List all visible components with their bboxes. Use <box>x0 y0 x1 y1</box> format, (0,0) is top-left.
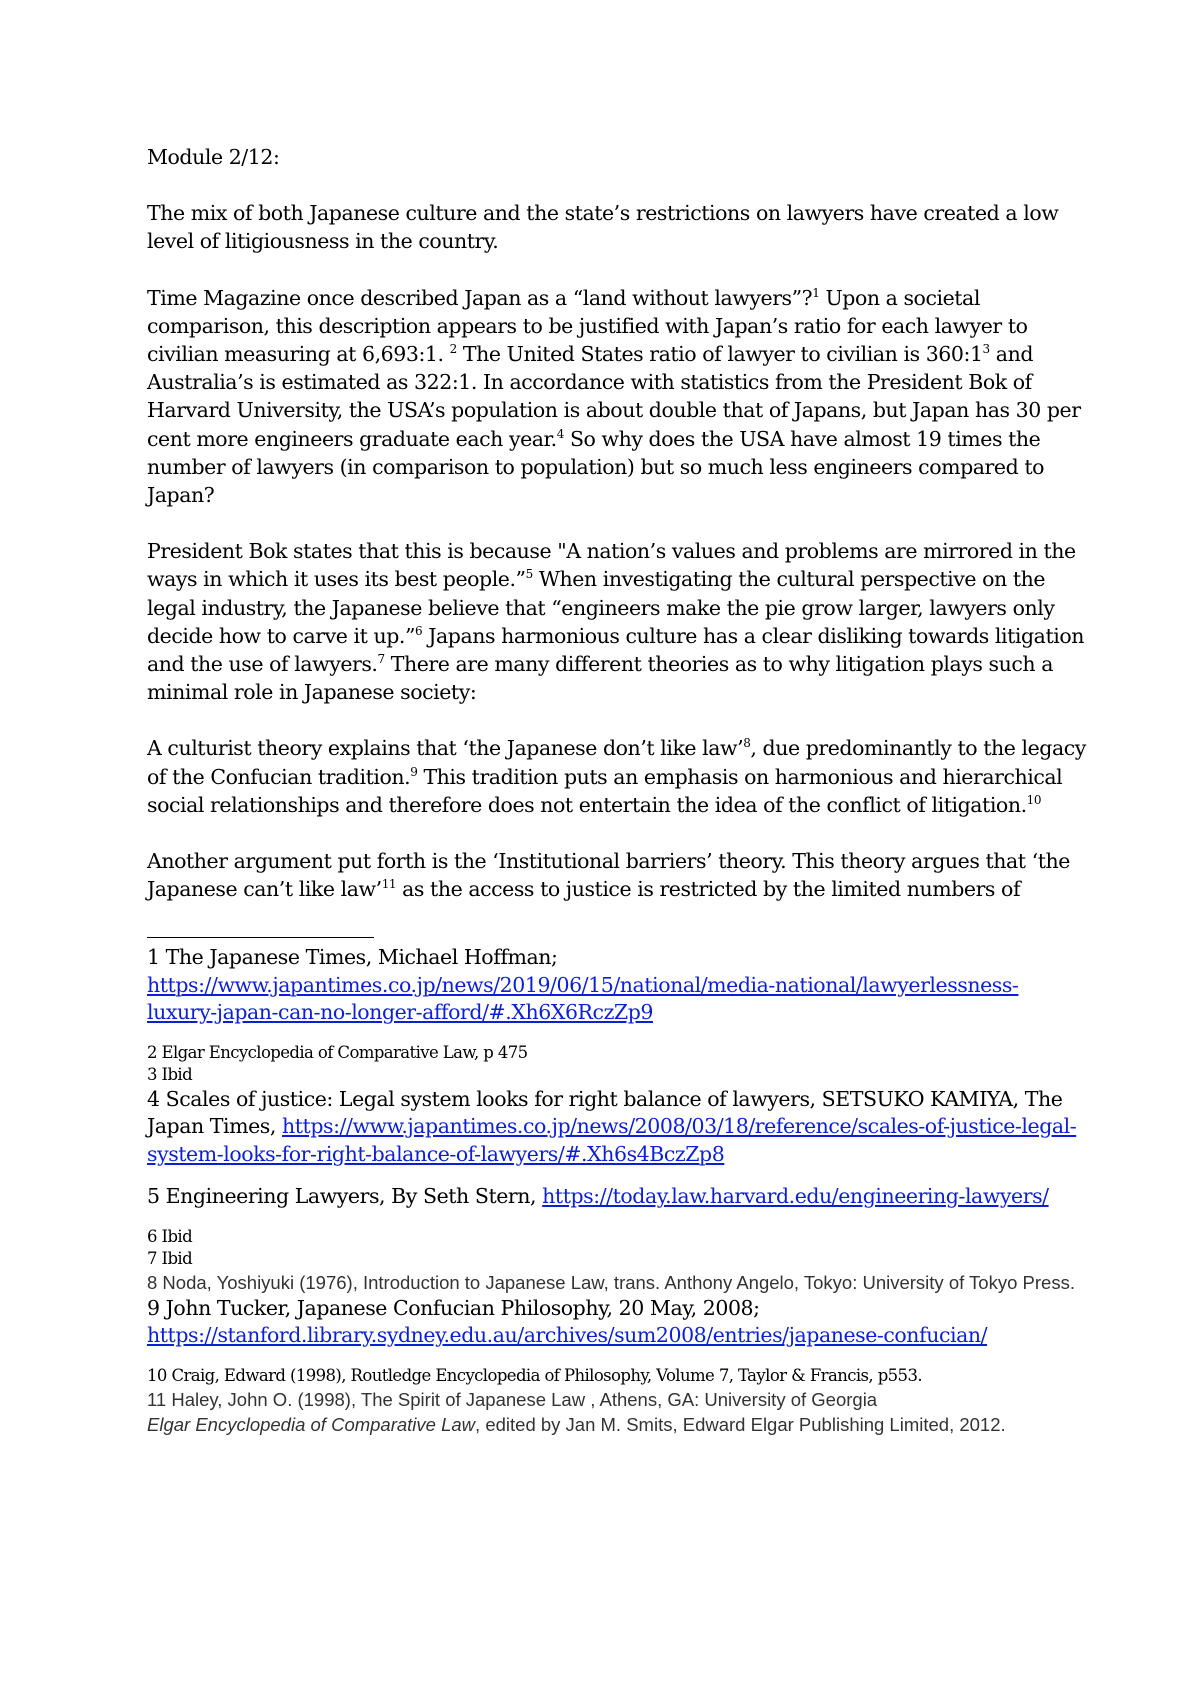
footnote-text: 9 John Tucker, Japanese Confucian Philosophy, 20 May, 2008; <box>147 1295 760 1320</box>
text: President Bok states that this is because "A nation’s values and problems are mirrored in the ways in which it uses its best people.” <box>147 539 1076 592</box>
text: and Australia’s is estimated as 322:1. In accordance with statistics from the President Bok of Harvard University, the USA’s population is about double that of Japans, but Japan has 30 per cent more engineers graduate each year. <box>147 342 1081 451</box>
footnote-ref-4[interactable]: 4 <box>556 426 564 441</box>
text: There are many different theories as to why litigation plays such a minimal role in Japanese society: <box>147 652 1053 705</box>
footnote-ref-3[interactable]: 3 <box>982 342 990 357</box>
footnote-ref-7[interactable]: 7 <box>377 652 385 667</box>
footnote-5 <box>147 1183 1087 1211</box>
text: The United States ratio of lawyer to civilian is 360:1 <box>456 342 983 367</box>
footnote-4 <box>147 1086 1087 1169</box>
footnote-ref-11[interactable]: 11 <box>381 877 397 892</box>
footnote-5-link[interactable]: https://today.law.harvard.edu/engineering-lawyers/ <box>542 1184 1049 1208</box>
body-text <box>147 143 1087 931</box>
footnote-7: 7 Ibid <box>147 1248 193 1268</box>
footnote-8: 8 Noda, Yoshiyuki (1976), Introduction to Japanese Law, trans. Anthony Angelo, Tokyo: University of Tokyo Press. <box>147 1271 1075 1293</box>
footnote-text: 4 Scales of justice: Legal system looks for right balance of lawyers, SETSUKO KAMIYA, The Japan Times, <box>147 1086 1063 1138</box>
paragraph-culturist-theory <box>147 734 1087 819</box>
footnote-text: 5 Engineering Lawyers, By Seth Stern, <box>147 1184 543 1208</box>
footnote-separator <box>147 937 374 938</box>
text: So why does the USA have almost 19 times the number of lawyers (in comparison to population) but so much less engineers compared to Japan? <box>147 426 1044 508</box>
text: as the access to justice is restricted by the limited numbers of <box>396 877 1021 902</box>
footnote-4-link[interactable]: https://www.japantimes.co.jp/news/2008/03/18/reference/scales-of-justice-legal-system-looks-for-right-balance-of-lawyers/#.Xh6s4BczZp8 <box>147 1114 1077 1166</box>
footnote-ref-2[interactable]: 2 <box>449 342 457 357</box>
text: Another argument put forth is the ‘Institutional barriers’ theory. This theory argues that ‘the Japanese can’t like law’ <box>147 849 1070 902</box>
footnote-ref-1[interactable]: 1 <box>812 285 820 300</box>
footnote-9-link[interactable]: https://stanford.library.sydney.edu.au/archives/sum2008/entries/japanese-confucian/ <box>147 1323 988 1347</box>
paragraph-institutional-barriers <box>147 847 1087 903</box>
footnote-text: 11 Haley, John O. (1998), The Spirit of Japanese Law , Athens, GA: University of Georgia <box>147 1388 878 1410</box>
footnote-ref-8[interactable]: 8 <box>743 736 751 751</box>
module-heading: Module 2/12: <box>147 145 280 169</box>
text: When investigating the cultural perspective on the legal industry, the Japanese believe that “engineers make the pie grow larger, lawyers only decide how to carve it up.” <box>147 567 1055 648</box>
footnote-9 <box>147 1295 1087 1350</box>
footnote-3: 3 Ibid <box>147 1064 193 1084</box>
text: , due predominantly to the legacy of the Confucian tradition. <box>147 736 1086 789</box>
paragraph-intro: The mix of both Japanese culture and the state’s restrictions on lawyers have created a low level of litigiousness in the country. <box>147 201 1059 254</box>
footnote-ref-5[interactable]: 5 <box>525 567 533 582</box>
paragraph-time-magazine <box>147 284 1087 510</box>
footnote-2: 2 Elgar Encyclopedia of Comparative Law, p 475 <box>147 1042 528 1062</box>
footnote-11 <box>147 1387 1087 1437</box>
paragraph-president-bok <box>147 537 1087 706</box>
footnote-6: 6 Ibid <box>147 1226 193 1246</box>
footnotes <box>147 944 1087 1437</box>
footnote-text: 1 The Japanese Times, Michael Hoffman; <box>147 945 558 969</box>
footnote-10: 10 Craig, Edward (1998), Routledge Encyclopedia of Philosophy, Volume 7, Taylor & Francis, p553. <box>147 1365 922 1385</box>
footnote-text: , edited by Jan M. Smits, Edward Elgar Publishing Limited, 2012. <box>475 1413 1006 1435</box>
footnote-italic-title: Elgar Encyclopedia of Comparative Law <box>147 1413 476 1435</box>
footnote-ref-10[interactable]: 10 <box>1026 793 1042 808</box>
text: Time Magazine once described Japan as a “land without lawyers”? <box>147 285 813 310</box>
text: Upon a societal comparison, this description appears to be justified with Japan’s ratio for each lawyer to civilian measuring at 6,693:1. <box>147 285 1028 367</box>
text: Japans harmonious culture has a clear disliking towards litigation and the use of lawyers. <box>147 623 1084 677</box>
footnote-ref-6[interactable]: 6 <box>414 624 423 639</box>
text: A culturist theory explains that ‘the Japanese don’t like law’ <box>147 736 744 761</box>
footnote-ref-9[interactable]: 9 <box>410 764 418 779</box>
text: This tradition puts an emphasis on harmonious and hierarchical social relationships and therefore does not entertain the idea of the conflict of litigation. <box>147 764 1063 817</box>
footnote-1-link[interactable]: https://www.japantimes.co.jp/news/2019/06/15/national/media-national/lawyerlessness-luxury-japan-can-no-longer-afford/#.Xh6X6RczZp9 <box>147 972 1019 1024</box>
footnote-1 <box>147 944 1087 1027</box>
